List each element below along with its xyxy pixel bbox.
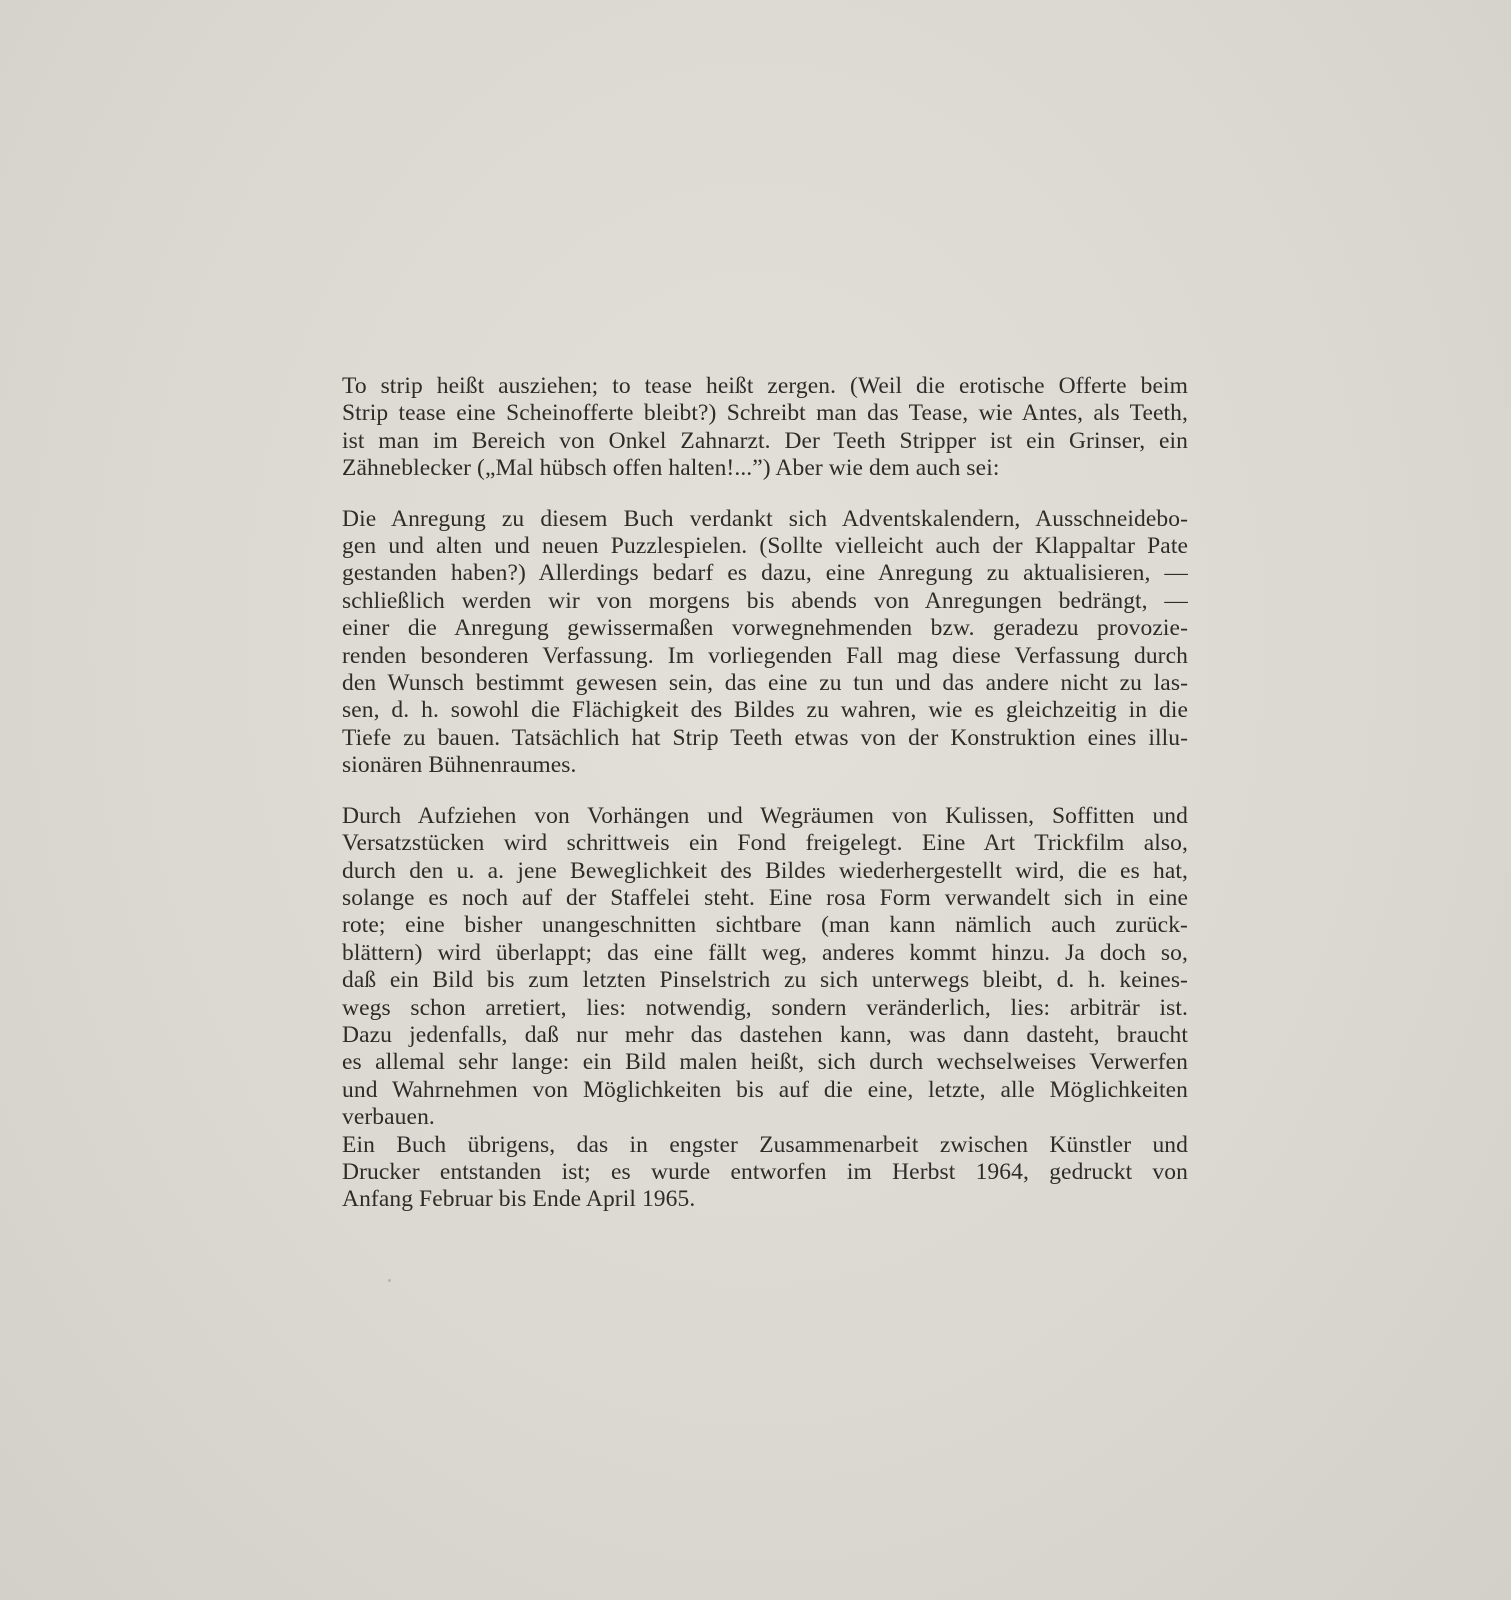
text-line: Ein Buch übrigens, das in engster Zusammenarbeit zwischen Künstler und bbox=[342, 1131, 1188, 1158]
paragraph-colophon bbox=[342, 1132, 1188, 1214]
text-line: wegs schon arretiert, lies: notwendig, sondern veränderlich, lies: arbiträr ist. bbox=[342, 994, 1188, 1021]
text-line: To strip heißt ausziehen; to tease heißt zergen. (Weil die erotische Offerte beim bbox=[342, 373, 1188, 399]
text-line: Versatzstücken wird schrittweis ein Fond freigelegt. Eine Art Trickfilm also, bbox=[342, 830, 1188, 857]
text-line: blättern) wird überlappt; das eine fällt weg, anderes kommt hinzu. Ja doch so, bbox=[342, 939, 1188, 966]
paper-speck bbox=[388, 1279, 391, 1282]
text-line: Durch Aufziehen von Vorhängen und Wegräumen von Kulissen, Soffitten und bbox=[342, 802, 1188, 829]
text-line: Dazu jedenfalls, daß nur mehr das dastehen kann, was dann dasteht, braucht bbox=[342, 1021, 1188, 1048]
text-line: Strip tease eine Scheinofferte bleibt?) Schreibt man das Tease, wie Antes, als Teeth, bbox=[342, 400, 1188, 427]
paragraph-inspiration bbox=[342, 506, 1188, 780]
text-line: solange es noch auf der Staffelei steht. Eine rosa Form verwandelt sich in eine bbox=[342, 884, 1188, 911]
text-line: Die Anregung zu diesem Buch verdankt sich Adventskalendern, Ausschneidebo- bbox=[342, 505, 1188, 532]
text-line: sen, d. h. sowohl die Flächigkeit des Bildes zu wahren, wie es gleichzeitig in die bbox=[342, 697, 1188, 724]
text-line: Tiefe zu bauen. Tatsächlich hat Strip Teeth etwas von der Konstruktion eines illu- bbox=[342, 724, 1188, 751]
text-line: verbauen. bbox=[342, 1104, 435, 1131]
text-line: den Wunsch bestimmt gewesen sein, das eine zu tun und das andere nicht zu las- bbox=[342, 670, 1188, 697]
text-line: gestanden haben?) Allerdings bedarf es dazu, eine Anregung zu aktualisieren, — bbox=[342, 560, 1188, 587]
text-line: es allemal sehr lange: ein Bild malen heißt, sich durch wechselweises Verwerfen bbox=[342, 1049, 1188, 1076]
paragraph-process bbox=[342, 803, 1188, 1132]
text-line: Anfang Februar bis Ende April 1965. bbox=[342, 1186, 696, 1213]
text-line: schließlich werden wir von morgens bis abends von Anregungen bedrängt, — bbox=[342, 587, 1188, 614]
text-line: rote; eine bisher unangeschnitten sichtbare (man kann nämlich auch zurück- bbox=[342, 912, 1188, 939]
text-line: renden besonderen Verfassung. Im vorliegenden Fall mag diese Verfassung durch bbox=[342, 642, 1188, 669]
body-text bbox=[342, 373, 1188, 1214]
text-line: ist man im Bereich von Onkel Zahnarzt. Der Teeth Stripper ist ein Grinser, ein bbox=[342, 427, 1188, 454]
text-line: einer die Anregung gewissermaßen vorwegnehmenden bzw. geradezu provozie- bbox=[342, 615, 1188, 642]
text-line: daß ein Bild bis zum letzten Pinselstrich zu sich unterwegs bleibt, d. h. keines- bbox=[342, 967, 1188, 994]
text-line: Zähneblecker („Mal hübsch offen halten!...”) Aber wie dem auch sei: bbox=[342, 455, 1000, 482]
text-line: gen und alten und neuen Puzzlespielen. (Sollte vielleicht auch der Klappaltar Pate bbox=[342, 533, 1188, 560]
text-line: sionären Bühnenraumes. bbox=[342, 752, 577, 779]
paragraph-intro bbox=[342, 373, 1188, 483]
text-line: und Wahrnehmen von Möglichkeiten bis auf die eine, letzte, alle Möglichkeiten bbox=[342, 1076, 1188, 1103]
text-line: durch den u. a. jene Beweglichkeit des Bildes wiederhergestellt wird, die es hat, bbox=[342, 857, 1188, 884]
text-line: Drucker entstanden ist; es wurde entworfen im Herbst 1964, gedruckt von bbox=[342, 1158, 1188, 1185]
